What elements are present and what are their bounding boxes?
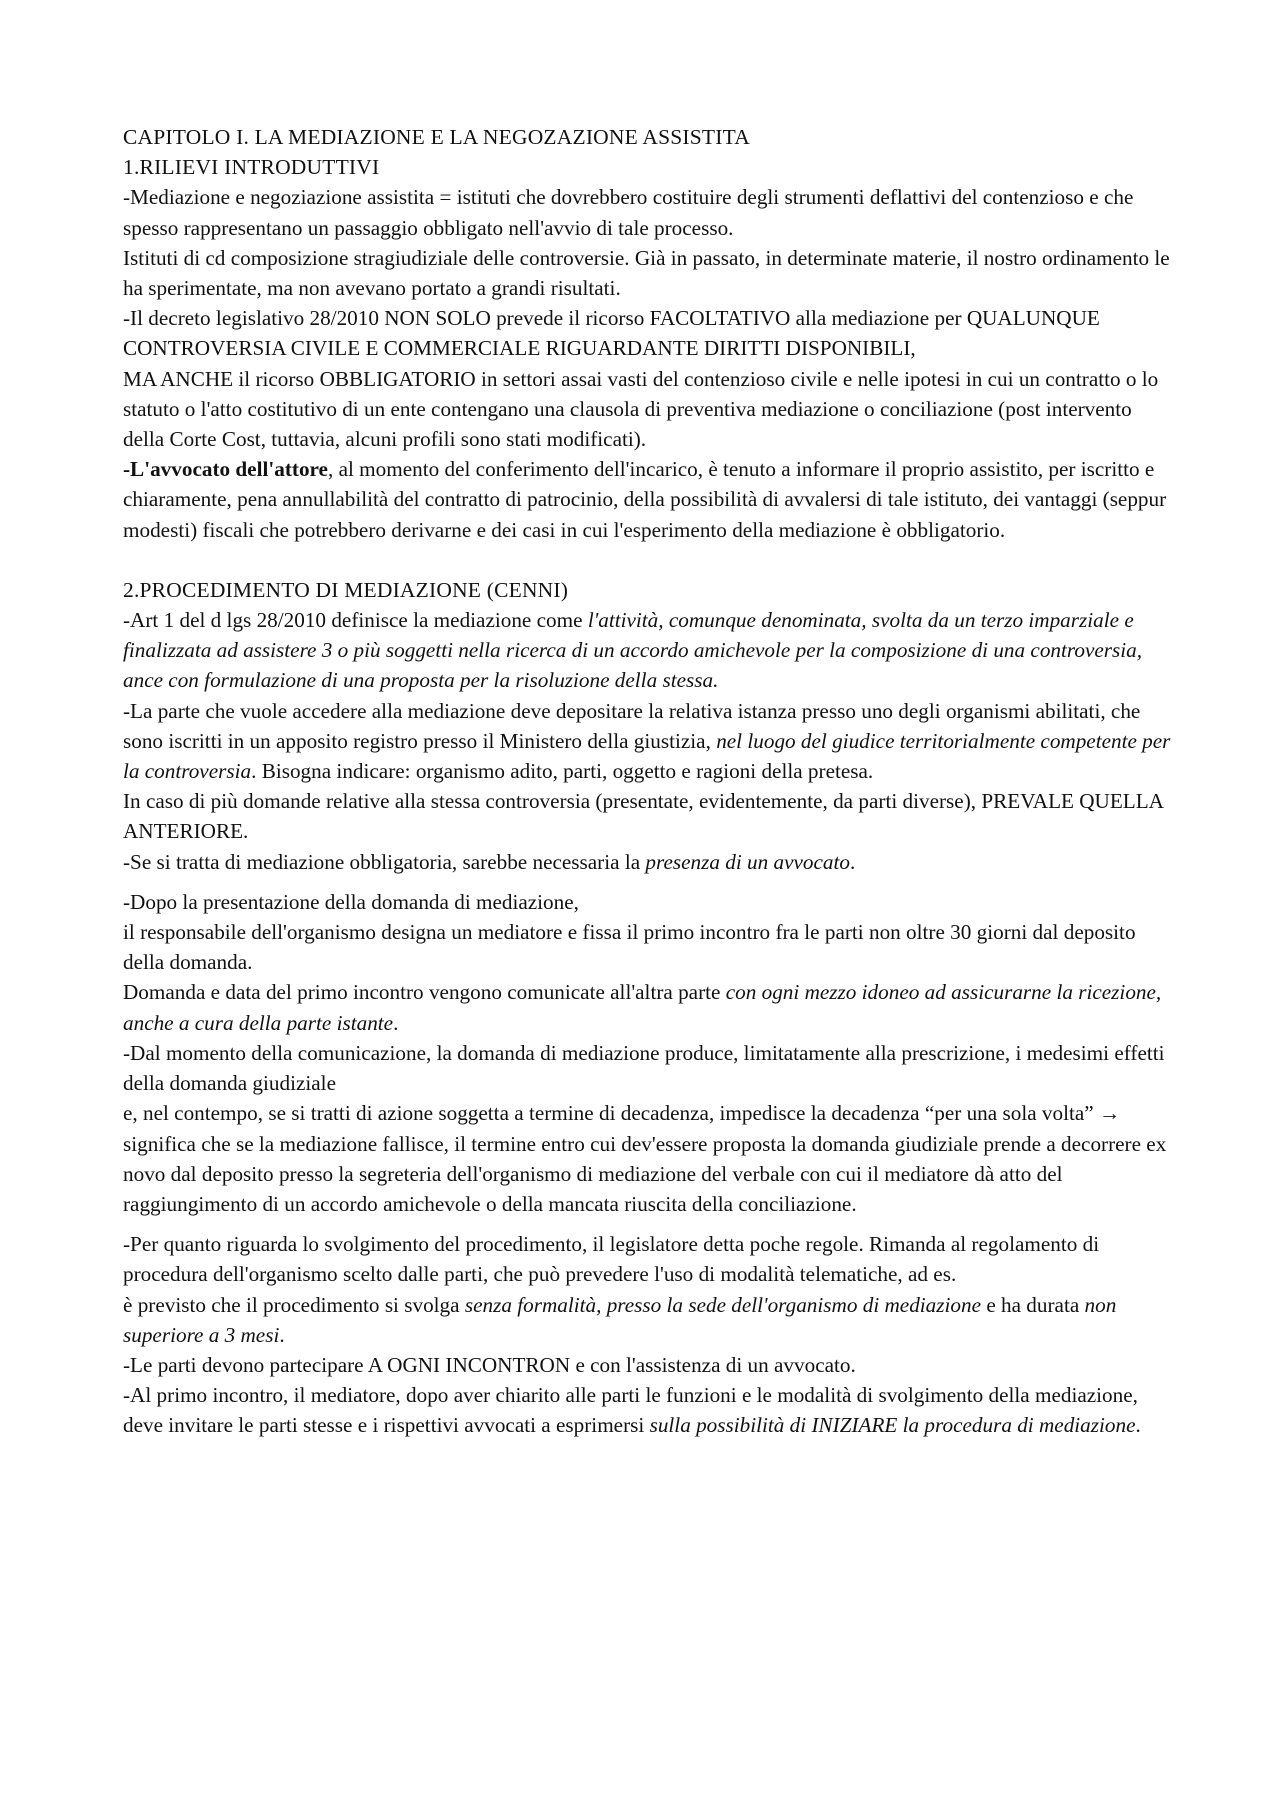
- text-run: -La parte che vuole accedere alla mediazione deve depositare la relativa istanza presso uno degli organismi abilitati, che sono iscritti in un apposito registro presso il Ministero della giustizia,: [123, 698, 1141, 753]
- paragraph: [123, 1098, 1173, 1219]
- paragraph: [123, 303, 1173, 363]
- paragraph: [123, 364, 1173, 455]
- text-run: Istituti di cd composizione stragiudiziale delle controversie. Già in passato, in determinate materie, il nostro ordinamento le ha sperimentate, ma non avevano portato a grandi risultati.: [123, 245, 1170, 301]
- text-run: -Il decreto legislativo 28/2010 NON SOLO prevede il ricorso FACOLTATIVO alla mediazione per QUALUNQUE CONTROVERSIA CIVILE E COMMERCIALE RIGUARDANTE DIRITTI DISPONIBILI,: [123, 306, 1100, 361]
- section-heading: 2.PROCEDIMENTO DI MEDIAZIONE (CENNI): [123, 577, 569, 602]
- text-run: , al momento del conferimento dell'incarico, è tenuto a informare il proprio assistito, per iscritto e chiaramente, pena annullabilità del contratto di patrocinio, della possibilità di avvalersi di tale istituto, dei vantaggi (seppur modesti) fiscali che potrebbero derivarne e dei casi in cui l'esperimento della mediazione è obbligatorio.: [123, 457, 1167, 542]
- text-run: -Per quanto riguarda lo svolgimento del procedimento, il legislatore detta poche regole. Rimanda al regolamento di procedura dell'organismo scelto dalle parti, che può prevedere l'uso di modalità telematiche, ad es.: [123, 1232, 1100, 1287]
- section-heading: 1.RILIEVI INTRODUTTIVI: [123, 155, 380, 180]
- paragraph: [123, 917, 1173, 977]
- document-body: [123, 152, 1173, 1440]
- text-run: -Art 1 del d lgs 28/2010 definisce la mediazione come: [123, 608, 588, 633]
- text-run: . Bisogna indicare: organismo adito, parti, oggetto e ragioni della pretesa.: [251, 759, 874, 784]
- paragraph: [123, 977, 1173, 1037]
- paragraph: [123, 1290, 1173, 1350]
- emphasis-text: nel luogo del giudice territorialmente competente per la controversia: [123, 728, 1171, 784]
- section-1: [123, 152, 1173, 545]
- text-run: e ha durata: [981, 1292, 1085, 1317]
- paragraph: [123, 454, 1173, 545]
- paragraph: [123, 605, 1173, 696]
- text-run: è previsto che il procedimento si svolga: [123, 1292, 465, 1317]
- paragraph: [123, 182, 1173, 242]
- text-run: -Mediazione e negoziazione assistita = istituti che dovrebbero costituire degli strumenti deflattivi del contenzioso e che spesso rappresentano un passaggio obbligato nell'avvio di tale processo.: [123, 185, 1134, 240]
- paragraph: [123, 1350, 1173, 1380]
- document-page: [123, 122, 1173, 1441]
- section-2: [123, 575, 1173, 1441]
- text-run: Domanda e data del primo incontro vengono comunicate all'altra parte: [123, 980, 726, 1005]
- text-run: .: [850, 849, 856, 874]
- text-run: In caso di più domande relative alla stessa controversia (presentate, evidentemente, da parti diverse), PREVALE QUELLA ANTERIORE.: [123, 789, 1163, 844]
- text-run: .: [393, 1010, 399, 1035]
- text-run: il responsabile dell'organismo designa un mediatore e fissa il primo incontro fra le parti non oltre 30 giorni dal deposito della domanda.: [123, 920, 1136, 975]
- text-run: .: [1135, 1413, 1141, 1438]
- text-run: e, nel contempo, se si tratti di azione soggetta a termine di decadenza, impedisce la decadenza “per una sola volta” → significa che se la mediazione fallisce, il termine entro cui dev'essere proposta la domanda giudiziale prende a decorrere ex novo dal deposito presso la segreteria dell'organismo di mediazione del verbale con cui il mediatore dà atto del raggiungimento di un accordo amichevole o della mancata riuscita della conciliazione.: [123, 1101, 1167, 1216]
- text-run: -Al primo incontro, il mediatore, dopo aver chiarito alle parti le funzioni e le modalità di svolgimento della mediazione, deve invitare le parti stesse e i rispettivi avvocati a esprimersi: [123, 1383, 1138, 1438]
- emphasis-text: non superiore a 3 mesi: [123, 1292, 1117, 1347]
- text-run: -Se si tratta di mediazione obbligatoria, sarebbe necessaria la: [123, 849, 646, 874]
- chapter-title: CAPITOLO I. LA MEDIAZIONE E LA NEGOZAZIONE ASSISTITA: [123, 125, 750, 149]
- text-run: -Dopo la presentazione della domanda di mediazione,: [123, 889, 579, 914]
- emphasis-text: presenza di un avvocato: [645, 849, 850, 874]
- text-run: MA ANCHE il ricorso OBBLIGATORIO in settori assai vasti del contenzioso civile e nelle ipotesi in cui un contratto o lo statuto o l'atto costitutivo di un ente contengano una clausola di preventiva mediazione o conciliazione (post intervento della Corte Cost, tuttavia, alcuni profili sono stati modificati).: [123, 366, 1159, 452]
- text-run: -Le parti devono partecipare A OGNI INCONTRON e con l'assistenza di un avvocato.: [123, 1352, 856, 1377]
- paragraph: [123, 1038, 1173, 1098]
- emphasis-text: con ogni mezzo idoneo ad assicurarne la ricezione, anche a cura della parte istante: [123, 980, 1162, 1035]
- emphasis-text: sulla possibilità di INIZIARE la procedura di mediazione: [649, 1413, 1136, 1438]
- paragraph: [123, 887, 1173, 917]
- paragraph: [123, 696, 1173, 787]
- paragraph: [123, 847, 1173, 877]
- paragraph: [123, 1380, 1173, 1440]
- emphasis-text: senza formalità, presso la sede dell'organismo di mediazione: [464, 1292, 982, 1317]
- text-run: -Dal momento della comunicazione, la domanda di mediazione produce, limitatamente alla prescrizione, i medesimi effetti della domanda giudiziale: [123, 1040, 1165, 1096]
- paragraph: [123, 1229, 1173, 1289]
- paragraph: [123, 786, 1173, 846]
- bold-text: -L'avvocato dell'attore: [123, 457, 328, 482]
- emphasis-text: l'attività, comunque denominata, svolta da un terzo imparziale e finalizzata ad assistere 3 o più soggetti nella ricerca di un accordo amichevole per la composizione di una controversia, ance con formulazione di una proposta per la risoluzione della stessa.: [123, 608, 1143, 693]
- paragraph: [123, 243, 1173, 303]
- text-run: .: [279, 1322, 285, 1347]
